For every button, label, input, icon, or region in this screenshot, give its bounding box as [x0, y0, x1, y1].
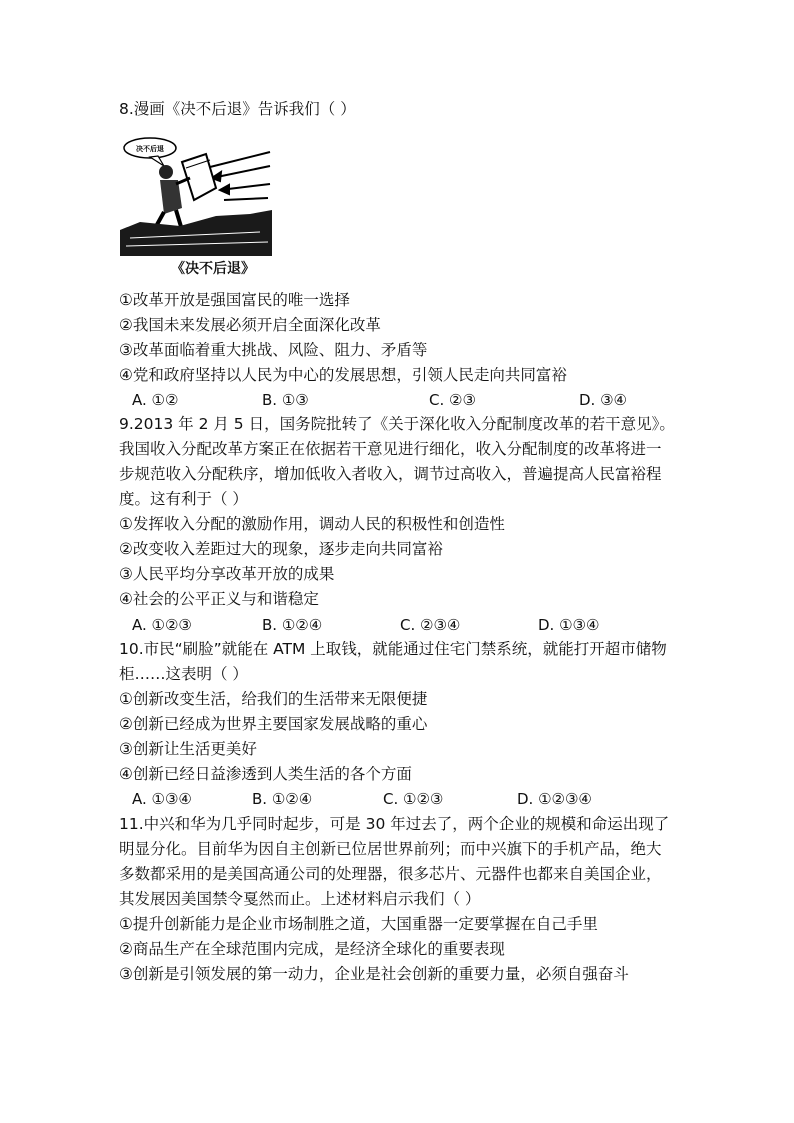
- q10-statement-3: ③创新让生活更美好: [119, 740, 257, 758]
- q8-option-b[interactable]: B. ①③: [262, 391, 309, 409]
- q8-option-a[interactable]: A. ①②: [132, 391, 179, 409]
- q11-statement-2: ②商品生产在全球范围内完成，是经济全球化的重要表现: [119, 940, 505, 958]
- q9-stem-line-1: 9.2013 年 2 月 5 日，国务院批转了《关于深化收入分配制度改革的若干意见》。: [119, 415, 675, 433]
- q11-statement-3: ③创新是引领发展的第一动力，企业是社会创新的重要力量，必须自强奋斗: [119, 965, 629, 983]
- q9-statement-2: ②改变收入差距过大的现象，逐步走向共同富裕: [119, 540, 443, 558]
- q9-statement-4: ④社会的公平正义与和谐稳定: [119, 590, 319, 608]
- q10-option-d[interactable]: D. ①②③④: [517, 790, 592, 808]
- q9-statement-3: ③人民平均分享改革开放的成果: [119, 565, 335, 583]
- q8-option-c[interactable]: C. ②③: [429, 391, 476, 409]
- q10-option-a[interactable]: A. ①③④: [132, 790, 192, 808]
- cartoon-illustration: [120, 134, 272, 256]
- q10-statement-1: ①创新改变生活，给我们的生活带来无限便捷: [119, 690, 428, 708]
- q8-statement-1: ①改革开放是强国富民的唯一选择: [119, 291, 350, 309]
- q11-stem-line-3: 多数都采用的是美国高通公司的处理器，很多芯片、元器件也都来自美国企业，: [119, 865, 662, 883]
- q11-stem-line-2: 明显分化。目前华为因自主创新已位居世界前列；而中兴旗下的手机产品，绝大: [119, 840, 662, 858]
- q9-stem-line-4: 度。这有利于（ ）: [119, 490, 248, 508]
- q8-statement-2: ②我国未来发展必须开启全面深化改革: [119, 316, 381, 334]
- q10-stem-line-1: 10.市民“刷脸”就能在 ATM 上取钱，就能通过住宅门禁系统，就能打开超市储物: [119, 640, 667, 658]
- q9-statement-1: ①发挥收入分配的激励作用，调动人民的积极性和创造性: [119, 515, 505, 533]
- q10-statement-2: ②创新已经成为世界主要国家发展战略的重心: [119, 715, 428, 733]
- q8-stem-line-1: 8.漫画《决不后退》告诉我们（ ）: [119, 100, 356, 118]
- q9-option-a[interactable]: A. ①②③: [132, 616, 192, 634]
- q8-statement-4: ④党和政府坚持以人民为中心的发展思想，引领人民走向共同富裕: [119, 366, 567, 384]
- q11-statement-1: ①提升创新能力是企业市场制胜之道，大国重器一定要掌握在自己手里: [119, 915, 598, 933]
- q9-option-d[interactable]: D. ①③④: [538, 616, 600, 634]
- q10-statement-4: ④创新已经日益渗透到人类生活的各个方面: [119, 765, 412, 783]
- q9-stem-line-3: 步规范收入分配秩序，增加低收入者收入，调节过高收入，普遍提高人民富裕程: [119, 465, 662, 483]
- q9-option-c[interactable]: C. ②③④: [400, 616, 461, 634]
- q10-option-b[interactable]: B. ①②④: [252, 790, 313, 808]
- q11-stem-line-1: 11.中兴和华为几乎同时起步，可是 30 年过去了，两个企业的规模和命运出现了: [119, 815, 670, 833]
- q9-option-b[interactable]: B. ①②④: [262, 616, 323, 634]
- q8-statement-3: ③改革面临着重大挑战、风险、阻力、矛盾等: [119, 341, 428, 359]
- cartoon-sign-text: 决不后退: [136, 145, 164, 153]
- q10-option-c[interactable]: C. ①②③: [383, 790, 444, 808]
- cartoon-caption: 《决不后退》: [171, 261, 255, 277]
- q10-stem-line-2: 柜……这表明（ ）: [119, 665, 248, 683]
- q11-stem-line-4: 其发展因美国禁令戛然而止。上述材料启示我们（ ）: [119, 890, 481, 908]
- q8-option-d[interactable]: D. ③④: [579, 391, 627, 409]
- q9-stem-line-2: 我国收入分配改革方案正在依据若干意见进行细化，收入分配制度的改革将进一: [119, 440, 662, 458]
